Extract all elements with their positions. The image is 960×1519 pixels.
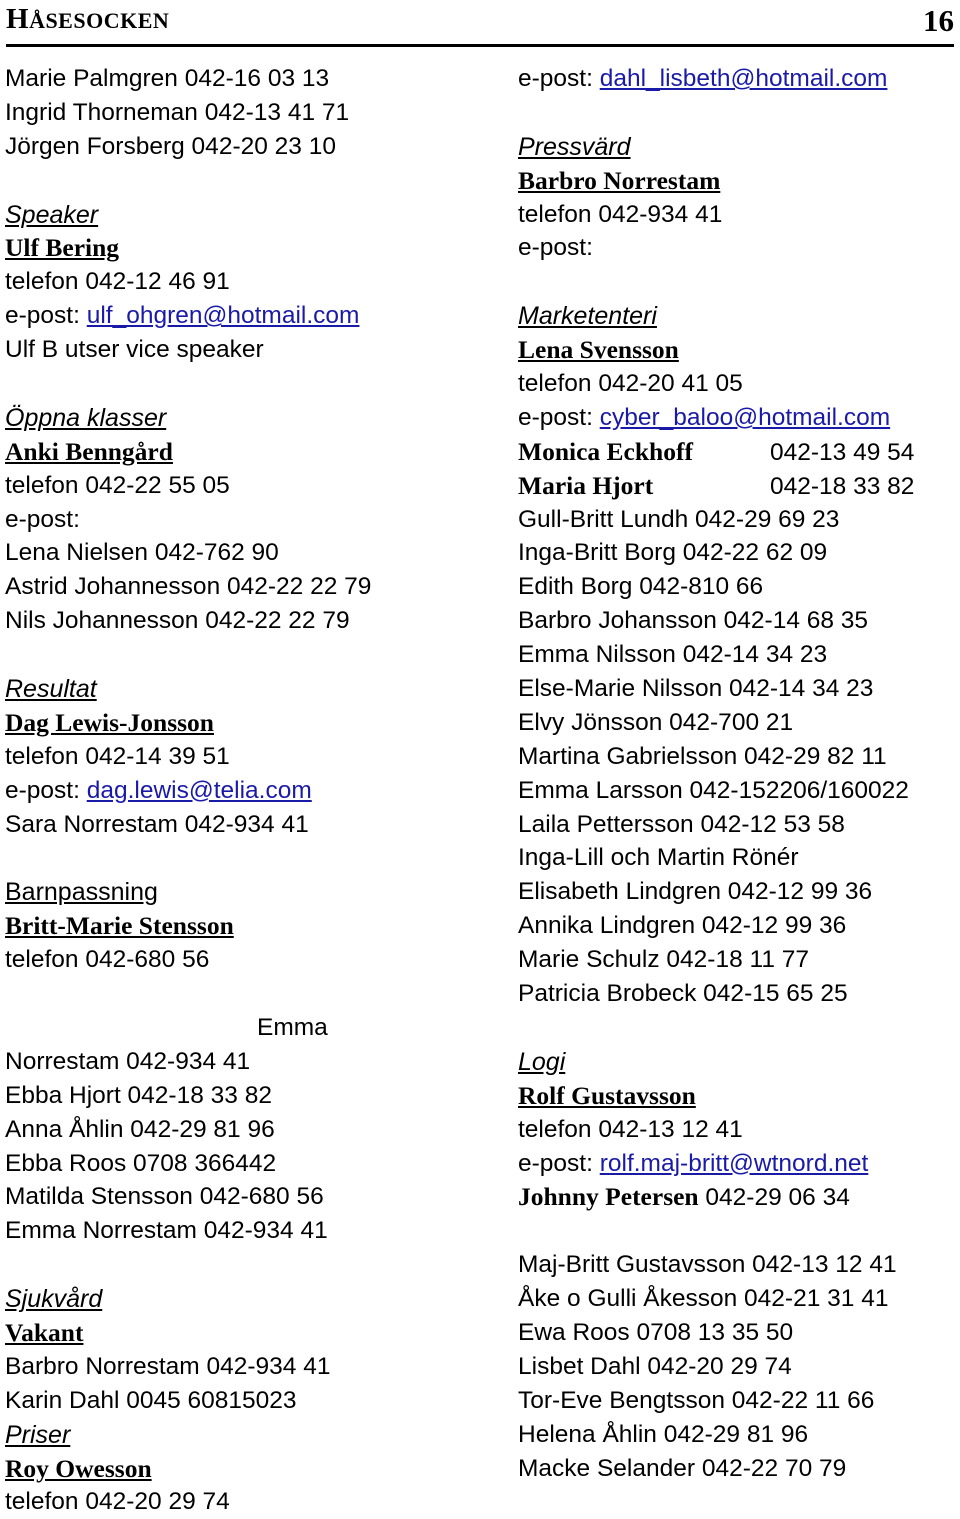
resultat-name: Dag Lewis-Jonsson <box>5 707 214 737</box>
speaker-name: Ulf Bering <box>5 233 120 263</box>
marketenteri-heading: Marketenteri <box>518 302 657 331</box>
member-line: Emma Larsson 042-152206/160022 <box>518 776 909 804</box>
member-line: Ebba Hjort 042-18 33 82 <box>5 1081 272 1109</box>
logi-email-link[interactable]: rolf.maj-britt@wtnord.net <box>599 1149 869 1177</box>
member-line: Patricia Brobeck 042-15 65 25 <box>518 980 848 1008</box>
member-line: Inga-Lill och Martin Rönér <box>518 844 799 872</box>
marketenteri-phone: telefon 042-20 41 05 <box>518 370 743 398</box>
member-line: Karin Dahl 0045 60815023 <box>5 1386 297 1414</box>
member-line: Barbro Johansson 042-14 68 35 <box>518 607 869 635</box>
member-line: Marie Palmgren 042-16 03 13 <box>5 65 330 92</box>
oppna-klasser-heading: Öppna klasser <box>5 403 167 432</box>
barnpassning-heading: Barnpassning <box>5 878 158 907</box>
marketenteri-name: Lena Svensson <box>518 335 679 365</box>
member-name: Johnny Petersen <box>518 1182 699 1212</box>
logi-name: Rolf Gustavsson <box>518 1080 696 1110</box>
member-line: Ebba Roos 0708 366442 <box>5 1149 277 1177</box>
pressvard-heading: Pressvärd <box>518 132 631 161</box>
member-line: Helena Åhlin 042-29 81 96 <box>518 1420 809 1448</box>
member-line: Åke o Gulli Åkesson 042-21 31 41 <box>518 1285 889 1313</box>
priser-phone: telefon 042-20 29 74 <box>5 1488 230 1516</box>
resultat-phone: telefon 042-14 39 51 <box>5 742 230 770</box>
email-label: e-post: <box>518 65 600 92</box>
member-line: Emma Nilsson 042-14 34 23 <box>518 641 828 669</box>
pressvard-name: Barbro Norrestam <box>518 165 721 195</box>
member-line: Edith Borg 042-810 66 <box>518 573 764 601</box>
pressvard-phone: telefon 042-934 41 <box>518 200 723 228</box>
title-rest: ÅSESOCKEN <box>29 8 170 33</box>
speaker-heading: Speaker <box>5 200 99 229</box>
sjukvard-name: Vakant <box>5 1317 84 1347</box>
oppna-klasser-phone: telefon 042-22 55 05 <box>5 471 230 499</box>
logi-phone: telefon 042-13 12 41 <box>518 1115 743 1143</box>
member-line: Emma <box>257 1013 328 1041</box>
member-line: Elisabeth Lindgren 042-12 99 36 <box>518 878 873 906</box>
marketenteri-email-link[interactable]: cyber_baloo@hotmail.com <box>599 403 891 431</box>
member-line: Lena Nielsen 042-762 90 <box>5 539 279 567</box>
member-phone: 042-13 49 54 <box>770 438 915 466</box>
member-line: Emma Norrestam 042-934 41 <box>5 1217 328 1245</box>
member-line: Sara Norrestam 042-934 41 <box>5 810 309 838</box>
member-line: Barbro Norrestam 042-934 41 <box>5 1352 331 1380</box>
speaker-note: Ulf B utser vice speaker <box>5 336 264 364</box>
priser-heading: Priser <box>5 1420 71 1449</box>
top-email-link[interactable]: dahl_lisbeth@hotmail.com <box>599 65 888 92</box>
member-line: Marie Schulz 042-18 11 77 <box>518 946 809 974</box>
member-line: Inga-Britt Borg 042-22 62 09 <box>518 539 828 567</box>
member-phone: 042-18 33 82 <box>770 472 915 500</box>
oppna-klasser-name: Anki Benngård <box>5 436 173 466</box>
member-line: Nils Johannesson 042-22 22 79 <box>5 607 350 635</box>
right-column <box>518 62 954 1485</box>
title-initial: H <box>6 3 30 35</box>
email-label: e-post: <box>5 776 87 804</box>
barnpassning-phone: telefon 042-680 56 <box>5 946 210 974</box>
member-line <box>518 1180 954 1214</box>
member-line: Macke Selander 042-22 70 79 <box>518 1454 847 1482</box>
member-line: Tor-Eve Bengtsson 042-22 11 66 <box>518 1386 875 1414</box>
member-line: Gull-Britt Lundh 042-29 69 23 <box>518 505 840 533</box>
pressvard-email-label: e-post: <box>518 234 593 262</box>
member-name: Maria Hjort <box>518 470 654 500</box>
member-line: Norrestam 042-934 41 <box>5 1047 251 1075</box>
email-label: e-post: <box>5 302 87 330</box>
member-line: Annika Lindgren 042-12 99 36 <box>518 912 847 940</box>
member-phone: 042-29 06 34 <box>698 1184 850 1212</box>
page-title <box>6 3 169 36</box>
member-line: Lisbet Dahl 042-20 29 74 <box>518 1352 792 1380</box>
resultat-email-link[interactable]: dag.lewis@telia.com <box>86 776 312 804</box>
member-line: Elvy Jönsson 042-700 21 <box>518 708 794 736</box>
resultat-heading: Resultat <box>5 675 97 704</box>
speaker-phone: telefon 042-12 46 91 <box>5 268 230 296</box>
email-label: e-post: <box>518 1149 600 1177</box>
member-line: Maj-Britt Gustavsson 042-13 12 41 <box>518 1251 897 1279</box>
member-line: Matilda Stensson 042-680 56 <box>5 1183 324 1211</box>
page-number: 16 <box>923 3 954 38</box>
member-line: Ingrid Thorneman 042-13 41 71 <box>5 98 350 126</box>
priser-name: Roy Owesson <box>5 1453 152 1483</box>
member-line: Martina Gabrielsson 042-29 82 11 <box>518 742 887 770</box>
page-header <box>6 0 954 47</box>
sjukvard-heading: Sjukvård <box>5 1285 103 1314</box>
email-label: e-post: <box>518 403 600 431</box>
member-line: Astrid Johannesson 042-22 22 79 <box>5 573 372 601</box>
speaker-email-link[interactable]: ulf_ohgren@hotmail.com <box>86 302 360 330</box>
logi-heading: Logi <box>518 1047 566 1076</box>
member-line: Jörgen Forsberg 042-20 23 10 <box>5 132 336 160</box>
barnpassning-name: Britt-Marie Stensson <box>5 911 234 941</box>
member-line: Else-Marie Nilsson 042-14 34 23 <box>518 675 874 703</box>
member-line: Ewa Roos 0708 13 35 50 <box>518 1318 794 1346</box>
member-line: Laila Pettersson 042-12 53 58 <box>518 810 845 838</box>
member-name: Monica Eckhoff <box>518 436 693 466</box>
member-line <box>518 469 954 503</box>
member-line <box>518 435 954 469</box>
member-line: Anna Åhlin 042-29 81 96 <box>5 1115 275 1143</box>
left-column <box>5 62 475 1519</box>
oppna-klasser-email-label: e-post: <box>5 505 80 533</box>
